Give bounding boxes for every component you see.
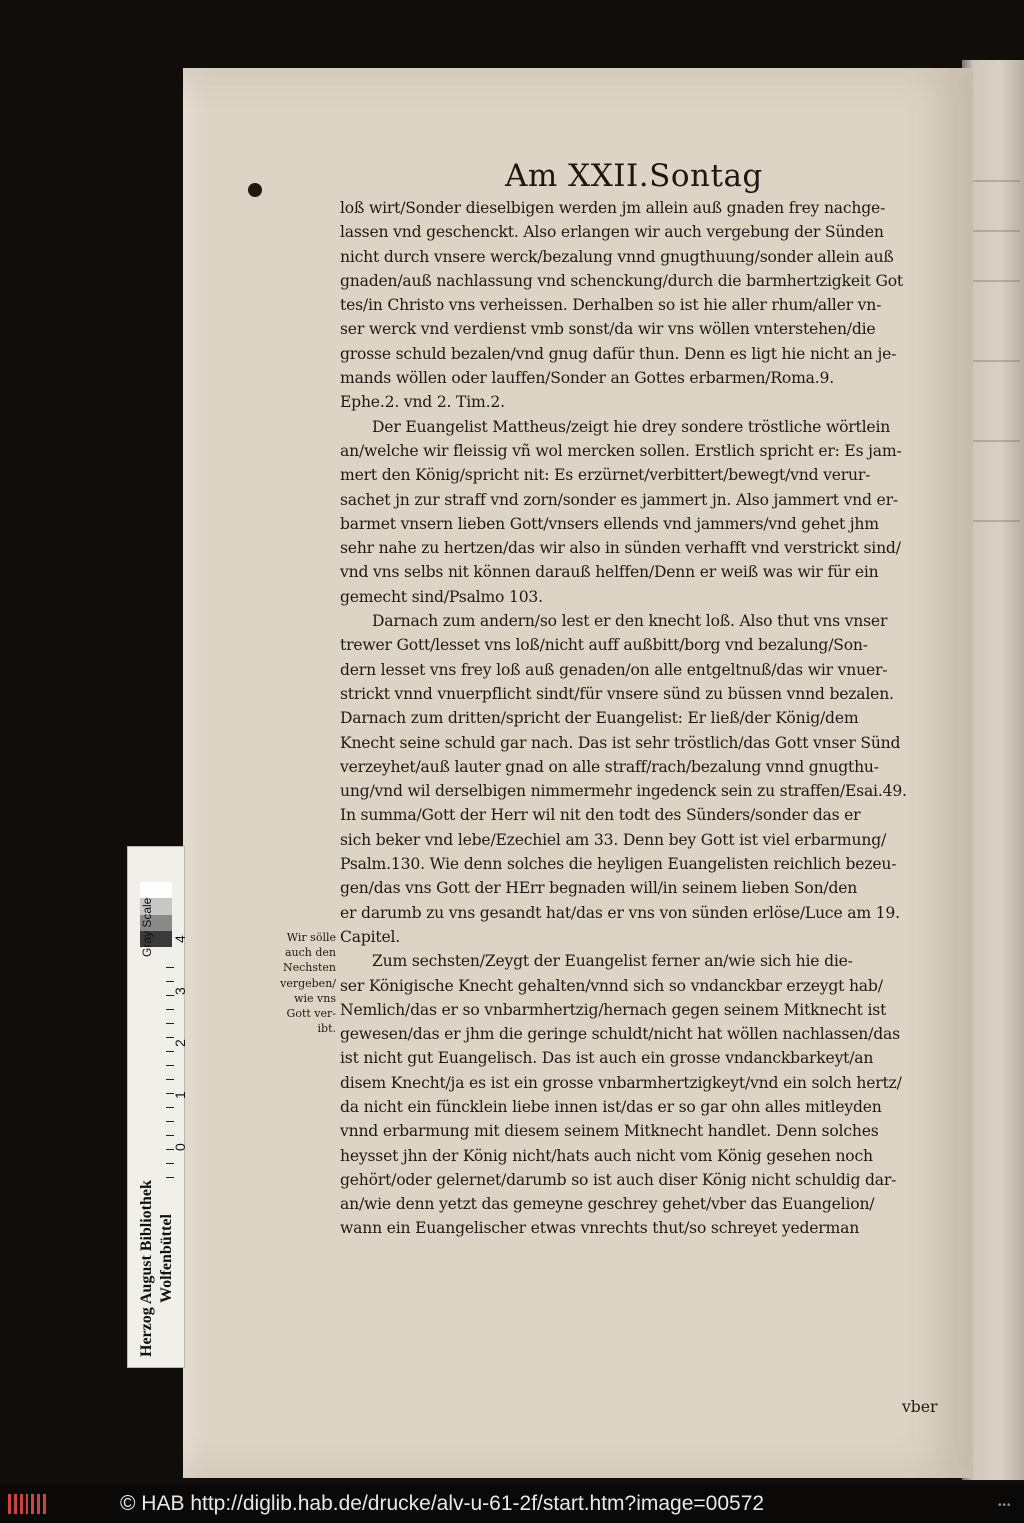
text-line: gemecht sind/Psalmo 103. [340,587,543,606]
text-line: trewer Gott/lesset vns loß/nicht auff außbitt/borg vnd bezalung/Son- [340,636,868,655]
text-line: Ephe.2. vnd 2. Tim.2. [340,393,505,412]
ruler-number: 3 [172,987,188,995]
text-line: barmet vnsern lieben Gott/vnsers ellends vnd jammers/vnd gehet jhm [340,514,879,533]
marginal-note-line: Gott ver- [286,1007,336,1021]
gray-scale-label: Gray Scale [140,897,154,957]
marginal-note-line: vergeben/ [280,976,336,990]
text-line: Psalm.130. Wie denn solches die heyligen Euangelisten reichlich bezeu- [340,855,897,874]
text-line: ist nicht gut Euangelisch. Das ist auch ein grosse vndanckbarkeyt/an [340,1049,874,1068]
marginal-note-line: ibt. [317,1022,336,1036]
text-line: er darumb zu vns gesandt hat/das er vns von sünden erlöse/Luce am 19. [340,903,900,922]
text-line: an/wie denn yetzt das gemeyne geschrey gehet/vber das Euangelion/ [340,1195,875,1214]
text-line: Knecht seine schuld gar nach. Das ist sehr tröstlich/das Gott vnser Sünd [340,733,901,752]
text-line: tes/in Christo vns verheissen. Derhalben so ist hie aller rhum/aller vn- [340,296,882,315]
ruler-number: 4 [172,935,188,943]
text-line: Zum sechsten/Zeygt der Euangelist ferner an/wie sich hie die- [372,952,853,971]
ruler-number: 1 [172,1091,188,1099]
text-line: Darnach zum dritten/spricht der Euangelist: Er ließ/der König/dem [340,709,859,728]
text-line: lassen vnd geschenckt. Also erlangen wir auch vergebung der Sünden [340,223,884,242]
text-line: sachet jn zur straff vnd zorn/sonder es jammert jn. Also jammert vnd er- [340,490,898,509]
text-line: ung/vnd wil derselbigen nimmermehr ingedenck sein zu straffen/Esai.49. [340,782,907,801]
hab-logo-icon [8,1494,46,1514]
text-line: mert den König/spricht nit: Es erzürnet/verbittert/bewegt/vnd verur- [340,466,871,485]
marginal-note [268,930,336,1036]
marginal-note-line: Wir sölle [286,931,336,944]
text-line: gewesen/das er jhm die geringe schuldt/nicht hat wöllen nachlassen/das [340,1025,900,1044]
text-line: Nemlich/das er so vnbarmhertzig/hernach gegen seinem Mitknecht ist [340,1000,887,1019]
text-line: heysset jhn der König nicht/hats auch nicht vom König gesehen noch [340,1146,873,1165]
text-line: gnaden/auß nachlassung vnd schenckung/durch die barmhertzigkeit Got [340,271,903,290]
running-header: Am XXII.Sontag [505,158,763,194]
ruler-number: 2 [172,1039,188,1047]
main-text [340,196,950,1241]
text-line: dern lesset vns frey loß auß genaden/on alle entgeltnuß/das wir vnuer- [340,660,888,679]
footer-bar [0,1484,1024,1523]
text-line: vnnd erbarmung mit diesem seinem Mitknecht handlet. Denn solches [340,1122,879,1141]
text-line: sehr nahe zu hertzen/das wir also in sünden verhafft vnd verstrickt sind/ [340,539,901,558]
gray-scale-ruler [127,846,188,1368]
text-line: an/welche wir fleissig vñ wol mercken sollen. Erstlich spricht er: Es jam- [340,441,902,460]
text-line: gen/das vns Gott der HErr begnaden will/in seinem lieben Son/den [340,879,858,898]
text-line: ser werck vnd verdienst vmb sonst/da wir vns wöllen vnterstehen/die [340,320,876,339]
text-line: verzeyhet/auß lauter gnad on alle straff/rach/bezalung vnnd gnugthu- [340,757,879,776]
text-line: mands wöllen oder lauffen/Sonder an Gottes erbarmen/Roma.9. [340,369,834,388]
text-line: vnd vns selbs nit können darauß helffen/Denn er weiß was wir für ein [340,563,879,582]
marginal-note-line: auch den [284,946,336,960]
text-line: Capitel. [340,927,401,946]
text-line: wann ein Euangelischer etwas vnrechts thut/so schreyet yederman [340,1219,860,1238]
ruler-institution: Herzog August Bibliothek [138,1180,155,1357]
ink-dot [248,183,262,197]
ruler-number: 0 [172,1143,188,1151]
text-line: nicht durch vnsere werck/bezalung vnnd gnugthuung/sonder allein auß [340,247,894,266]
text-line: strickt vnnd vnuerpflicht sindt/für vnsere sünd zu büssen vnnd bezalen. [340,684,894,703]
text-line: sich beker vnd lebe/Ezechiel am 33. Denn bey Gott ist viel erbarmung/ [340,830,887,849]
text-line: Darnach zum andern/so lest er den knecht loß. Also thut vns vnser [372,612,888,631]
text-line: loß wirt/Sonder dieselbigen werden jm allein auß gnaden frey nachge- [340,199,886,217]
text-line: In summa/Gott der Herr wil nit den todt des Sünders/sonder das er [340,806,861,825]
more-options-icon[interactable]: ••• [998,1500,1012,1511]
text-line: da nicht ein füncklein liebe innen ist/das er so gar ohn alles mitleyden [340,1097,882,1116]
marginal-note-line: Nechsten [282,961,336,975]
marginal-note-line: wie vns [294,991,336,1005]
catchword: vber [902,1398,938,1416]
text-line: disem Knecht/ja es ist ein grosse vnbarmhertzigkeyt/vnd ein solch hertz/ [340,1073,902,1092]
ruler-city: Wolfenbüttel [158,1214,175,1303]
text-line: grosse schuld bezalen/vnd gnug dafür thun. Denn es ligt hie nicht an je- [340,344,897,363]
text-line: ser Königische Knecht gehalten/vnnd sich so vndanckbar erzeygt hab/ [340,976,883,995]
footer-copyright-link[interactable]: © HAB http://diglib.hab.de/drucke/alv-u-61-2f/start.htm?image=00572 [120,1492,765,1515]
text-line: Der Euangelist Mattheus/zeigt hie drey sondere tröstliche wörtlein [372,417,891,436]
text-line: gehört/oder gelernet/darumb so ist auch diser König nicht schuldig dar- [340,1170,897,1189]
